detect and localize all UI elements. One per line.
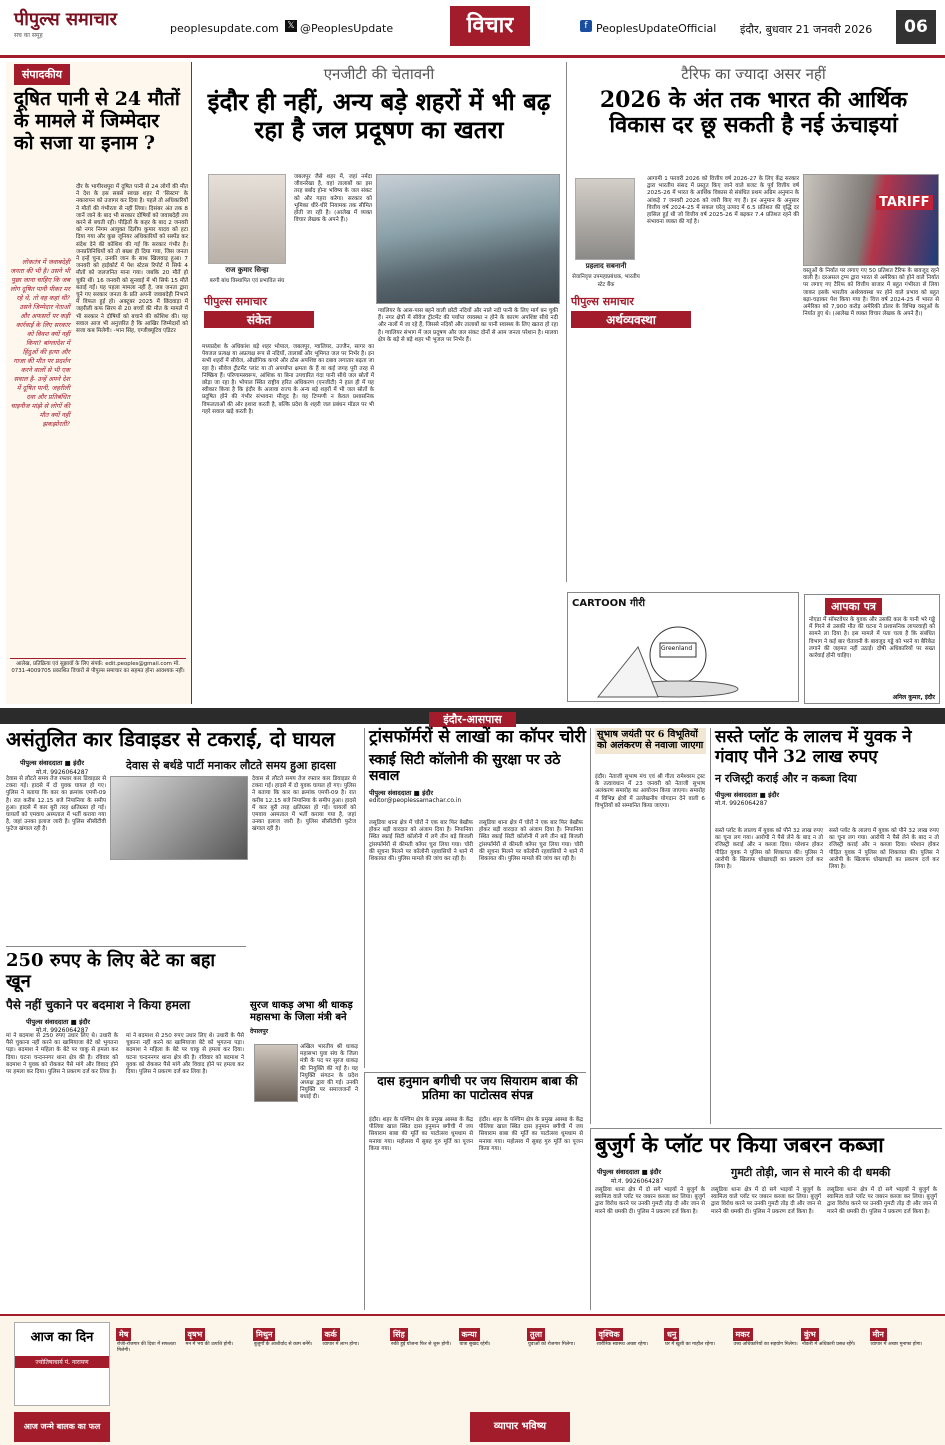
- ngt-article: [198, 62, 560, 704]
- story6-headline: सुभाष जयंती पर 6 विभूतियों को अलंकरण से नवाजा जाएगा: [595, 728, 706, 754]
- story-elderly-plot: [590, 1128, 942, 1310]
- author-role-sabnani: सेवानिवृत्त उपमहाप्रबंधक, भारतीय स्टेट बैंक: [572, 274, 640, 288]
- story2-headline: 250 रुपए के लिए बेटे का बहा खून: [6, 950, 216, 992]
- author-name-sinha: राज कुमार सिन्हा: [225, 266, 269, 274]
- horoscope-child-box: [14, 1412, 110, 1442]
- story-patotsav: [364, 1072, 586, 1310]
- rashi-name: कुंभ: [801, 1328, 819, 1341]
- author-role-sinha: बरगी बांध विस्थापित एवं प्रभावित संघ: [209, 278, 285, 284]
- rashi-6: [459, 1322, 527, 1390]
- rashi-4: [322, 1322, 390, 1390]
- story4-headline: सुरज धाकड़ अभा श्री धाकड़ महासभा के जिला मंत्री बने: [250, 1000, 353, 1023]
- story-plot-fraud: [710, 728, 942, 1124]
- rashi-name: मीन: [870, 1328, 887, 1341]
- story5-body-cont: इंदौर। शहर के पश्चिम क्षेत्र के प्रमुख आस्था के केंद्र पीलिया खाल स्थित दास हनुमान बगीची में जय सियाराम बाबा की मूर्ति का पाटोत्सव धूमधाम से मनाया गया। महोत्सव में सुबह गुरु मूर्ति का पूजन किया गया।: [479, 1117, 585, 1152]
- story4-body: अखिल भारतीय श्री धाकड़ महासभा युवा संघ के जिला मंत्री के पद पर सुरज धाकड़ की नियुक्ति की गई है। यह नियुक्ति संगठन के प्रदेश अध्यक्ष द्वारा की गई। उनकी नियुक्ति पर समाजजनों ने बधाई दी।: [300, 1044, 360, 1101]
- tariff-sign-text: TARIFF: [876, 195, 933, 210]
- story7-body-cont: सस्ते प्लॉट के लालच में युवक को पौने 32 लाख रुपए का चूना लग गया। आरोपी ने पैसे लेने के बाद न तो रजिस्ट्री कराई और न कब्जा दिया। परेशान होकर पीड़ित युवक ने पुलिस को शिकायत की। पुलिस ने आरोपी के खिलाफ धोखाधड़ी का प्रकरण दर्ज कर लिया है।: [829, 828, 941, 871]
- rashi-text: युवाओं को रोजगार मिलेगा।: [528, 1342, 575, 1347]
- story3-subhead: स्काई सिटी कॉलोनी की सुरक्षा पर उठे सवाल: [369, 751, 561, 784]
- masthead: [0, 0, 945, 58]
- rashi-name: वृश्चिक: [596, 1328, 623, 1341]
- letter-author: अनिल कुमार, इंदौर: [892, 694, 935, 701]
- rashi-name: कर्क: [322, 1328, 340, 1341]
- tariff-photo: [803, 174, 939, 266]
- editorial-quote: लोकतंत्र में जवाबदेही जनता की भी है। उसने भी पूछा जाना चाहिए कि जब लोग दूषित पानी पीकर मर रहे थे, तो वह कहां थी? उसने जिम्मेदार नेताओं और अफसरों पर कड़ी कार्रवाई के लिए सरकार को विवश क्यों नहीं किया? बांग्लादेश में हिंदुओं की हत्या और गाजा की मौत पर प्रदर्शन करने वालों से भी एक सवाल है- उन्हें अपने देश में दूषित पानी, जहरीली दवा और प्रतिबंधित चाइनीज मांझे से लोगों की मौत क्यों नहीं झकझोरती?: [10, 258, 73, 428]
- editorial-headline: दूषित पानी से 24 मौतों के मामले में जिम्मेदार को सजा या इनाम ?: [14, 88, 180, 154]
- page-number-text: 06: [904, 17, 928, 37]
- rashi-9: [664, 1322, 732, 1390]
- rashi-11: [801, 1322, 869, 1390]
- story4-byline: देपालपुर: [250, 1028, 269, 1035]
- story2-phone: मो.नं. 9926064287: [36, 1027, 89, 1035]
- page-number: [896, 10, 936, 44]
- rashi-name: धनु: [664, 1328, 679, 1341]
- ngt-col1: मध्यप्रदेश के अधिकांश बड़े शहर भोपाल, जबलपुर, ग्वालियर, उज्जैन, सागर का पेयजल प्रत्यक्ष या अप्रत्यक्ष रूप से नदियों, तालाबों और भूमिगत जल पर निर्भर है। इन सभी शहरों में सीवेज, औद्योगिक कचरे और ठोस अपशिष्ट का दबाव लगातार बढ़ता जा रहा है। सीवेज ट्रीटमेंट प्लांट या तो अपर्याप्त क्षमता के हैं या कई जगह पूरी तरह से निष्क्रिय हैं। परिणामस्वरूप, आंशिक या बिना उपचारित गंदा पानी सीधे जल स्रोतों में छोड़ा जा रहा है। भोपाल स्थित राष्ट्रीय हरित अधिकरण (एनजीटी) ने हाल ही में यह स्वीकार किया है कि इंदौर के अलावा राज्य के अन्य बड़े शहरों में भी जल स्रोतों के प्रदूषित होने की गंभीर संभावना मौजूद है। यह टिप्पणी न केवल प्रशासनिक विफलताओं की ओर इशारा करती है, बल्कि प्रदेश के शहरी जल प्रबंधन मॉडल पर भी गहरे सवाल खड़े करती है।: [202, 344, 376, 415]
- rashi-12: [870, 1322, 938, 1390]
- story1-phone: मो.नं. 9926064287: [36, 769, 89, 776]
- story8-byline: पीपुल्स संवाददाता ■ इंदौर: [597, 1168, 662, 1176]
- story7-byline: पीपुल्स संवाददाता ■ इंदौर: [715, 791, 780, 800]
- rashi-name: वृषभ: [185, 1328, 206, 1341]
- rashi-name: मकर: [733, 1328, 753, 1341]
- rashi-text: शारीरिक स्वास्थ्य अच्छा रहेगा।: [596, 1342, 649, 1347]
- masthead-logo: [14, 10, 164, 42]
- story5-body: इंदौर। शहर के पश्चिम क्षेत्र के प्रमुख आस्था के केंद्र पीलिया खाल स्थित दास हनुमान बगीची में जय सियाराम बाबा की मूर्ति का पाटोत्सव धूमधाम से मनाया गया। महोत्सव में सुबह गुरु मूर्ति का पूजन किया गया।: [369, 1117, 475, 1152]
- polluted-water-photo: [376, 174, 560, 304]
- ngt-headline: इंदौर ही नहीं, अन्य बड़े शहरों में भी बढ़ रहा है जल प्रदूषण का खतरा: [207, 87, 551, 144]
- story8-headline: बुजुर्ग के प्लॉट पर किया जबरन कब्जा: [595, 1132, 884, 1157]
- arthvyavastha-badge-top: पीपुल्स समाचार: [571, 295, 634, 308]
- letter-body: नोएडा में सॉफ्टवेयर के युवक और उसकी कार के पानी भरे गड्ढे में गिरने से उसकी मौत की घटना ने प्रशासनिक लापरवाही को सामने ला दिया है। इस मामले में पता चला है कि संबंधित विभाग ने कई बार चेतावनी के बावजूद गड्ढे को भरने या बैरिकेड लगाने की जहमत नहीं उठाई। दोषी अधिकारियों पर सख्त कार्रवाई होनी चाहिए।: [809, 617, 937, 660]
- rashi-3: [253, 1322, 321, 1390]
- x-icon: 𝕏: [285, 20, 297, 32]
- story2-body: मां ने बदमाश से 250 रुपए उधार लिए थे। उधारी के पैसे चुकाना नहीं करने का खामियाजा बेटे को भुगतना पड़ा। बदमाश ने महिला के बेटे पर चाकू से हमला कर दिया। घटना चन्दननगर थाना क्षेत्र की है। रविवार को बदमाश ने युवक को रोककर पैसे मांगे और विवाद होने पर हमला कर दिया। पुलिस ने प्रकरण दर्ज कर लिया है।: [6, 1033, 120, 1076]
- story3-body: लसूडिया थाना क्षेत्र में चोरों ने एक बार फिर बेखौफ होकर बड़ी वारदात को अंजाम दिया है। निपानिया स्थित स्काई सिटी कॉलोनी में लगे तीन बड़े बिजली ट्रांसफॉर्मरों से कीमती कॉपर चुरा लिया गया। चोरी की सूचना मिलने पर कॉलोनी रहवासियों ने थाने में शिकायत की। पुलिस मामले की जांच कर रही है।: [369, 820, 475, 863]
- tariff-headline: 2026 के अंत तक भारत की आर्थिक विकास दर छू सकती है नई ऊंचाइयां: [599, 87, 908, 139]
- story1-body: देवास से लौटते समय तेज रफ्तार कार डिवाइडर से टकरा गई। हादसे में दो युवक घायल हो गए। पुलिस ने बताया कि कार का क्रमांक एमपी-09 है। रात करीब 12.15 बजे निपानिया के समीप हुआ। हादसे में कार बुरी तरह क्षतिग्रस्त हो गई। घायलों को एमवाय अस्पताल में भर्ती कराया गया है, जहां उनका इलाज जारी है। पुलिस सीसीटीवी फुटेज खंगाल रही है।: [6, 776, 108, 833]
- rashi-text: व्यापार में अच्छा मुनाफा होगा।: [870, 1342, 923, 1347]
- editorial-tag: संपादकीय: [14, 64, 70, 85]
- author-photo-sinha: [208, 174, 286, 264]
- story5-headline: दास हनुमान बगीची पर जय सियाराम बाबा की प्रतिमा का पाटोत्सव संपन्न: [377, 1074, 578, 1102]
- cartoon-sign-text: Greenland: [661, 645, 693, 652]
- cartoon-box: [567, 592, 799, 702]
- rashi-5: [390, 1322, 458, 1390]
- rashi-name: मिथुन: [253, 1328, 275, 1341]
- website-link[interactable]: peoplesupdate.com: [170, 22, 279, 35]
- tariff-kicker: टैरिफ का ज्यादा असर नहीं: [681, 65, 826, 83]
- rashi-text: घर में खुशी का माहौल रहेगा।: [665, 1342, 716, 1347]
- editorial-body: दौर के भागीरथपुरा में दूषित पानी से 24 लोगों की मौत ने देश के इस सबसे स्वच्छ शहर में 'सिस्टम' के नकारापन को उजागर कर दिया है। पहले तो अधिकारियों ने मौतों की गंभीरता से नहीं लिया। दिसंबर अंत तक 8 जानें जाने के बाद भी सरकार दोषियों को जवाबदेही तय करने से बचती रही। पीड़ितों के कहर के बाद 2 जनवरी को नगर निगम आयुक्त दिलीप कुमार यादव को हटा दिया गया और कुछ जूनियर अधिकारियों को सस्पेंड कर संदेश देने की कोशिश की गई कि सरकार गंभीर है। जनप्रतिनिधियों को तो बख्श ही दिया गया, जिस जनता ने इन्हें चुना, उनकी जान के साथ खिलवाड़ हुआ। 7 जनवरी को हाईकोर्ट में पेश स्टेटस रिपोर्ट में सिर्फ 4 मौतों को जलजनित माना गया। जबकि 20 मौतें हो चुकी थीं। 16 जनवरी को सुनवाई में भी सिर्फ 15 मौतें बताई गईं। यह पहला मामला नहीं है, जब जनता द्वारा चुने गए सरकार जनता के प्रति अपनी जवाबदेही निभाने में विफल हुई हो। अक्टूबर 2025 में छिंदवाड़ा में जहरीली कफ सिरप से 20 बच्चों की मौत के मामले में भी सरकार ने दोषियों को बचाने की कोशिश की। यह सवाल आज भी अनुत्तरित है कि आखिर जिम्मेदारों को सजा कब मिलेगी। -भान सिंह, एग्जीक्यूटिव एडिटर: [76, 184, 190, 335]
- x-handle[interactable]: @PeoplesUpdate: [300, 22, 394, 35]
- rashi-name: तुला: [527, 1328, 545, 1341]
- story2-body-cont: मां ने बदमाश से 250 रुपए उधार लिए थे। उधारी के पैसे चुकाना नहीं करने का खामियाजा बेटे को भुगतना पड़ा। बदमाश ने महिला के बेटे पर चाकू से हमला कर दिया। घटना चन्दननगर थाना क्षेत्र की है। रविवार को बदमाश ने युवक को रोककर पैसे मांगे और विवाद होने पर हमला कर दिया। पुलिस ने प्रकरण दर्ज कर लिया है।: [126, 1033, 246, 1076]
- rashi-2: [185, 1322, 253, 1390]
- business-forecast-label: [470, 1412, 570, 1442]
- rashi-text: यात्रा सुखद रहेगी।: [459, 1342, 491, 1347]
- story3-byline: पीपुल्स संवाददाता ■ इंदौर: [369, 788, 434, 797]
- story-suraj-dhakad: [250, 1000, 360, 1310]
- ngt-kicker: एनजीटी की चेतावनी: [323, 65, 435, 83]
- ngt-col2: ग्वालियर के आस-पास बहने वाली छोटी नदियों और नाले नदी पानी के लिए मार्ग बन चुकी हैं। नगर क्षेत्रों में सीवेज ट्रीटमेंट की पर्याप्त व्यवस्था न होने के कारण अपशिष्ट सीधे नदी और नालों में जा रहे हैं, जिससे नदियों और तालाबों का पानी स्वास्थ्य के लिए खतरा हो रहा है। ग्वालियर संभाग में जल प्रदूषण और जल संकट दोनों से आम जनता परेशान है। मालवा क्षेत्र के बड़े से बड़े शहर भी भूजल पर निर्भर हैं।: [378, 308, 560, 343]
- story-subhash-jayanti: [590, 728, 706, 1124]
- author-photo-sabnani: [575, 178, 635, 260]
- story3-email[interactable]: editor@peoplessamachar.co.in: [369, 796, 462, 804]
- section-bar-label: इंदौर-आसपास: [429, 712, 515, 727]
- sanket-badge-top: पीपुल्स समाचार: [204, 295, 267, 308]
- tariff-col1: आगामी 1 फरवरी 2026 को वित्तीय वर्ष 2026-27 के लिए केंद्र सरकार द्वारा भारतीय संसद में प्रस्तुत किए जाने वाले बजट के पूर्व वित्तीय वर्ष 2025-26 में भारत के आर्थिक विकास से संबंधित प्रथम अग्रिम अनुमान के आंकड़े 7 जनवरी 2026 को जारी किए गए हैं। इन अनुमान के अनुसार वित्तीय वर्ष 2024-25 में सकल घरेलू उत्पाद में 6.5 प्रतिशत की वृद्धि दर हासिल हुई थी जो वित्तीय वर्ष 2025-26 में बढ़कर 7.4 प्रतिशत रहने की संभावना व्यक्त की गई है।: [647, 176, 801, 226]
- sanket-badge-bottom: संकेत: [204, 311, 314, 328]
- story7-phone: मो.नं. 9926064287: [715, 800, 768, 808]
- rashi-1: [116, 1322, 184, 1390]
- rashi-10: [733, 1322, 801, 1390]
- facebook-handle[interactable]: PeoplesUpdateOfficial: [596, 22, 717, 35]
- story8-body-2: लसूडिया थाना क्षेत्र में दो सगे भाइयों ने बुजुर्ग के स्वामित्व वाले प्लॉट पर जबरन कब्जा कर लिया। बुजुर्ग द्वारा विरोध करने पर उनकी गुमटी तोड़ दी और जान से मारने की धमकी दी। पुलिस ने प्रकरण दर्ज किया है।: [711, 1187, 823, 1215]
- section-title: [450, 6, 530, 46]
- story8-body: लसूडिया थाना क्षेत्र में दो सगे भाइयों ने बुजुर्ग के स्वामित्व वाले प्लॉट पर जबरन कब्जा कर लिया। बुजुर्ग द्वारा विरोध करने पर उनकी गुमटी तोड़ दी और जान से मारने की धमकी दी। पुलिस ने प्रकरण दर्ज किया है।: [595, 1187, 707, 1215]
- story3-body-cont: लसूडिया थाना क्षेत्र में चोरों ने एक बार फिर बेखौफ होकर बड़ी वारदात को अंजाम दिया है। निपानिया स्थित स्काई सिटी कॉलोनी में लगे तीन बड़े बिजली ट्रांसफॉर्मरों से कीमती कॉपर चुरा लिया गया। चोरी की सूचना मिलने पर कॉलोनी रहवासियों ने थाने में शिकायत की। पुलिस मामले की जांच कर रही है।: [479, 820, 585, 863]
- rashi-8: [596, 1322, 664, 1390]
- rashi-text: रोजी-रोजगार की दिशा में सफलता मिलेगी।: [117, 1342, 176, 1353]
- rashi-text: नौकरी में अधिकारी प्रसन्न रहेंगे।: [802, 1342, 856, 1347]
- logo-tagline: सच का समूह: [14, 31, 43, 39]
- date-line: इंदौर, बुधवार 21 जनवरी 2026: [740, 23, 873, 36]
- story-car-accident: [6, 728, 358, 942]
- story1-byline: पीपुल्स संवाददाता ■ इंदौर: [20, 759, 85, 767]
- horoscope-child-label: आज जन्मे बालक का फल: [23, 1422, 101, 1431]
- story3-headline: ट्रांसफॉर्मरों से लाखों का कॉपर चोरी: [369, 727, 586, 747]
- letter-box: [804, 594, 940, 704]
- rashi-7: [527, 1322, 595, 1390]
- story8-subhead: गुमटी तोड़ी, जान से मारने की दी धमकी: [731, 1166, 891, 1179]
- arthvyavastha-badge-bottom: अर्थव्यवस्था: [571, 311, 691, 328]
- rashi-text: मन में भय की उत्पत्ति होगी।: [185, 1342, 234, 1347]
- rashi-text: व्यापार में लाभ होगा।: [322, 1342, 359, 1347]
- rashi-text: रुकी हुई योजना फिर से शुरू होगी।: [391, 1342, 452, 1347]
- facebook-icon: f: [580, 20, 592, 32]
- logo-text: पीपुल्स समाचार: [14, 9, 117, 30]
- author-name-sabnani: प्रहलाद सबनानी: [585, 262, 627, 270]
- story-250-rupees: [6, 946, 246, 1310]
- story2-subhead: पैसे नहीं चुकाने पर बदमाश ने किया हमला: [6, 998, 191, 1013]
- cartoon-label: CARTOON गीरी: [572, 598, 645, 609]
- editorial-footer: आलेख, प्रतिक्रिया एवं सुझावों के लिए संपर्क: edit.peoples@gmail.com मो. 0731-4009705 प्रकाशित विचारों से पीपुल्स समाचार का सहमत होना आवश्यक नहीं।: [10, 658, 186, 700]
- suraj-dhakad-photo: [254, 1044, 298, 1102]
- horoscope-astrologer: ज्योतिषाचार्य पं. नारायण: [15, 1356, 109, 1368]
- story8-phone: मो.नं. 9926064287: [611, 1178, 664, 1185]
- story2-byline: पीपुल्स संवाददाता ■ इंदौर: [26, 1018, 91, 1027]
- cartoon-drawing: [568, 607, 798, 701]
- rashi-text: उच्च अधिकारियों का सहयोग मिलेगा।: [733, 1342, 798, 1347]
- crashed-car-photo: [110, 776, 248, 860]
- section-title-text: विचार: [466, 12, 514, 38]
- story8-body-3: लसूडिया थाना क्षेत्र में दो सगे भाइयों ने बुजुर्ग के स्वामित्व वाले प्लॉट पर जबरन कब्जा कर लिया। बुजुर्ग द्वारा विरोध करने पर उनकी गुमटी तोड़ दी और जान से मारने की धमकी दी। पुलिस ने प्रकरण दर्ज किया है।: [827, 1187, 939, 1215]
- tariff-col2: वस्तुओं के निर्यात पर लगाए गए 50 प्रतिशत टैरिफ के बावजूद रहने वाली है। दरअसल ट्रम्प द्वारा भारत से अमेरिका को होने वाले निर्यात पर लगाए गए टैरिफ को वित्तीय बाजार में बहुत गंभीरता से लिया जाकर इसके भारतीय अर्थव्यवस्था पर होने वाले प्रभाव को बहुत बढ़ा-चढ़ाकर पेश किया गया है। वित्त वर्ष 2024-25 में भारत से अमेरिका को 7,900 करोड़ अमेरिकी डॉलर के विभिन्न वस्तुओं के निर्यात हुए थे। (आलेख में व्यक्त विचार लेखक के अपने हैं।): [803, 268, 941, 318]
- horoscope-title: आज का दिन: [30, 1330, 94, 1345]
- ngt-col1b: जबलपुर जैसे शहर में, जहां नर्मदा जीवनरेखा है, वहां तालाबों का इस तरह बर्बाद होना भविष्य के जल संकट को और गहरा करेगा। सरकार को भूमिका धीरे-धीरे नियामक तक सीमित होती जा रही है। (आलेख में व्यक्त विचार लेखक के अपने हैं।): [294, 174, 374, 224]
- rashi-name: कन्या: [459, 1328, 480, 1341]
- rashi-name: मेष: [116, 1328, 131, 1341]
- story1-body-cont: देवास से लौटते समय तेज रफ्तार कार डिवाइडर से टकरा गई। हादसे में दो युवक घायल हो गए। पुलिस ने बताया कि कार का क्रमांक एमपी-09 है। रात करीब 12.15 बजे निपानिया के समीप हुआ। हादसे में कार बुरी तरह क्षतिग्रस्त हो गई। घायलों को एमवाय अस्पताल में भर्ती कराया गया है, जहां उनका इलाज जारी है। पुलिस सीसीटीवी फुटेज खंगाल रही है।: [252, 776, 358, 833]
- business-forecast-text: व्यापार भविष्य: [493, 1421, 547, 1432]
- letter-title: आपका पत्र: [825, 598, 882, 615]
- section-bar: [0, 708, 945, 724]
- story-copper-theft: [364, 728, 586, 1068]
- horoscope-section: [0, 1314, 945, 1445]
- rashi-name: सिंह: [390, 1328, 408, 1341]
- story6-body: इंदौर। नेताजी सुभाष मंच एवं श्री गीता रामेश्वरम ट्रस्ट के तत्वावधान में 23 जनवरी को नेताजी सुभाष अलंकरण समारोह का आयोजन किया जाएगा। समारोह में विभिन्न क्षेत्रों में उल्लेखनीय योगदान देने वाली 6 विभूतियों को सम्मानित किया जाएगा।: [595, 774, 707, 809]
- story1-subhead: देवास से बर्थडे पार्टी मनाकर लौटते समय हुआ हादसा: [126, 759, 336, 772]
- editorial-column: [6, 62, 192, 704]
- story1-headline: असंतुलित कार डिवाइडर से टकराई, दो घायल: [6, 727, 335, 751]
- story7-body: सस्ते प्लॉट के लालच में युवक को पौने 32 लाख रुपए का चूना लग गया। आरोपी ने पैसे लेने के बाद न तो रजिस्ट्री कराई और न कब्जा दिया। परेशान होकर पीड़ित युवक ने पुलिस को शिकायत की। पुलिस ने आरोपी के खिलाफ धोखाधड़ी का प्रकरण दर्ज कर लिया है।: [715, 828, 825, 871]
- story7-headline: सस्ते प्लॉट के लालच में युवक ने गंवाए पौने 32 लाख रुपए: [715, 727, 912, 767]
- horoscope-title-box: [14, 1322, 110, 1406]
- story7-subhead: न रजिस्ट्री कराई और न कब्जा दिया: [715, 772, 857, 786]
- rashi-text: बुजुर्गों के आशीर्वाद से काम बनेंगे।: [254, 1342, 313, 1347]
